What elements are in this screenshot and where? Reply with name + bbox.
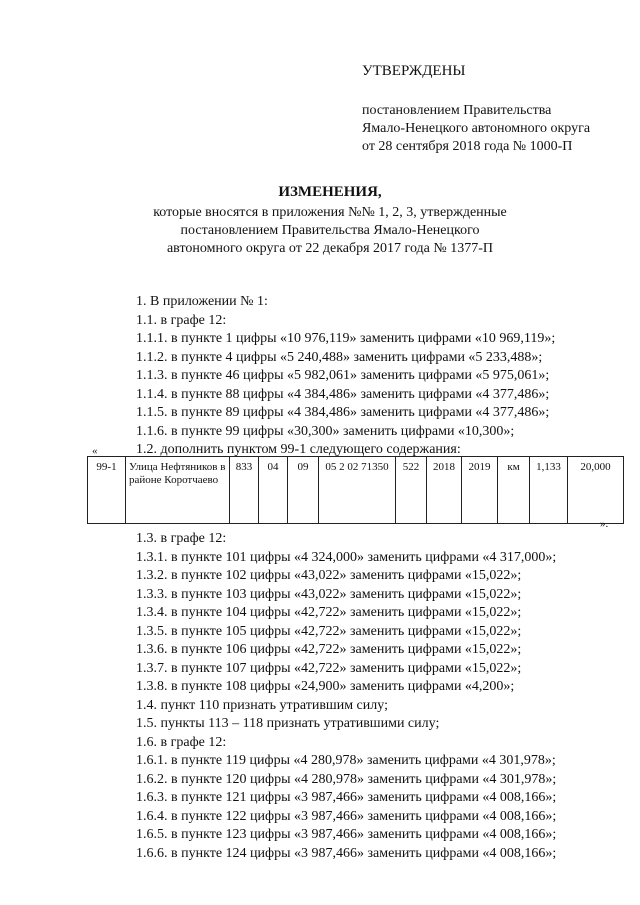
amendment-item: 1.3. в графе 12: [136, 531, 227, 546]
amendment-item: 1.4. пункт 110 признать утратившим силу; [136, 697, 388, 713]
amendment-item: 1.3.5. в пункте 105 цифры «42,722» заменить цифрами «15,022»; [136, 623, 522, 639]
open-quote-mark: « [92, 445, 98, 457]
amendment-item: 1.1.3. в пункте 46 цифры «5 982,061» заменить цифрами «5 975,061»; [136, 368, 550, 383]
subtitle-line: постановлением Правительства Ямало-Ненецкого [180, 223, 480, 238]
amendment-item: 1.1.5. в пункте 89 цифры «4 384,486» заменить цифрами «4 377,486»; [136, 405, 550, 420]
table-cell: 2018 [427, 457, 462, 524]
amendment-item: 1.3.8. в пункте 108 цифры «24,900» заменить цифрами «4,200»; [136, 679, 515, 694]
table-cell-number: 99-1 [88, 457, 126, 524]
amendment-item: 1.2. дополнить пунктом 99-1 следующего содержания: [136, 442, 461, 457]
amendment-item: 1.1.4. в пункте 88 цифры «4 384,486» заменить цифрами «4 377,486»; [136, 386, 550, 402]
document-subtitle [90, 204, 570, 258]
amendment-item: 1.3.2. в пункте 102 цифры «43,022» заменить цифрами «15,022»; [136, 568, 522, 583]
close-quote-mark: ». [600, 518, 609, 530]
table-cell: 04 [259, 457, 288, 524]
amendment-item: 1.6.3. в пункте 121 цифры «3 987,466» заменить цифрами «4 008,166»; [136, 790, 557, 805]
amendment-item: 1.6.6. в пункте 124 цифры «3 987,466» заменить цифрами «4 008,166»; [136, 845, 557, 861]
amendment-item: 1.3.7. в пункте 107 цифры «42,722» заменить цифрами «15,022»; [136, 660, 522, 676]
amendment-item: 1.6.2. в пункте 120 цифры «4 280,978» заменить цифрами «4 301,978»; [136, 771, 557, 787]
table-cell: 1,133 [530, 457, 568, 524]
amendment-item: 1.1. в графе 12: [136, 312, 227, 328]
subtitle-line: автономного округа от 22 декабря 2017 года № 1377-П [166, 241, 494, 256]
table-cell-name: Улица Нефтяников в районе Коротчаево [126, 457, 230, 524]
table-cell: 2019 [462, 457, 498, 524]
table-cell: 09 [288, 457, 319, 524]
amendment-item: 1.1.6. в пункте 99 цифры «30,300» заменить цифрами «10,300»; [136, 423, 515, 439]
amendment-item: 1.3.3. в пункте 103 цифры «43,022» заменить цифрами «15,022»; [136, 586, 522, 602]
amendment-item: 1.5. пункты 113 – 118 признать утратившими силу; [136, 716, 440, 731]
document-title: ИЗМЕНЕНИЯ, [278, 184, 382, 200]
amendment-item: 1.1.2. в пункте 4 цифры «5 240,488» заменить цифрами «5 233,488»; [136, 349, 543, 365]
amendment-item: 1.3.6. в пункте 106 цифры «42,722» заменить цифрами «15,022»; [136, 642, 522, 657]
approval-title: УТВЕРЖДЕНЫ [362, 63, 466, 79]
subtitle-line: которые вносятся в приложения №№ 1, 2, 3, утвержденные [153, 205, 507, 220]
amendment-list-part-2 [136, 530, 616, 863]
amendment-item: 1.3.1. в пункте 101 цифры «4 324,000» заменить цифрами «4 317,000»; [136, 549, 557, 565]
amendment-item: 1. В приложении № 1: [136, 294, 268, 309]
table-cell: 20,000 [568, 457, 624, 524]
table-cell: 05 2 02 71350 [319, 457, 396, 524]
approval-block [362, 62, 632, 156]
approval-line: от 28 сентября 2018 года № 1000-П [362, 139, 573, 154]
amendment-item: 1.3.4. в пункте 104 цифры «42,722» заменить цифрами «15,022»; [136, 605, 522, 620]
amendment-item: 1.6.5. в пункте 123 цифры «3 987,466» заменить цифрами «4 008,166»; [136, 827, 557, 842]
inserted-row-table [87, 456, 624, 524]
amendment-list-part-1 [136, 293, 616, 460]
table-cell: 522 [396, 457, 427, 524]
amendment-item: 1.1.1. в пункте 1 цифры «10 976,119» заменить цифрами «10 969,119»; [136, 331, 556, 346]
table-cell: 833 [230, 457, 259, 524]
amendment-item: 1.6.4. в пункте 122 цифры «3 987,466» заменить цифрами «4 008,166»; [136, 808, 557, 824]
table-cell: км [498, 457, 530, 524]
table-row [88, 457, 624, 524]
amendment-item: 1.6.1. в пункте 119 цифры «4 280,978» заменить цифрами «4 301,978»; [136, 753, 556, 768]
approval-line: постановлением Правительства [362, 103, 552, 118]
approval-line: Ямало-Ненецкого автономного округа [362, 121, 591, 136]
amendment-item: 1.6. в графе 12: [136, 734, 227, 750]
